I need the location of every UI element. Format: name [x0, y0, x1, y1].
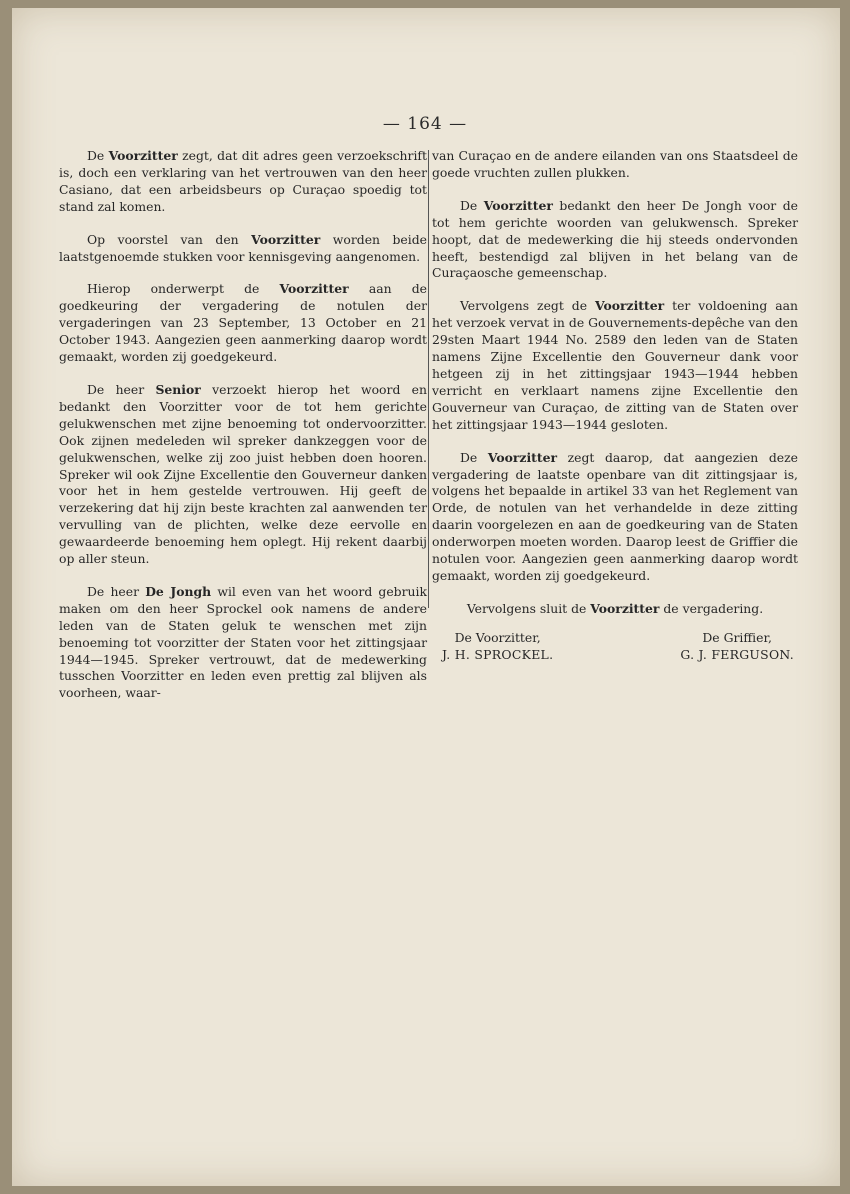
paragraph: De heer De Jongh wil even van het woord gebruik maken om den heer Sprockel ook namens de andere leden van de Staten geluk te wenschen met zijn benoeming tot voorzitter der Staten voor het zittingsjaar 1944—1945. Spreker vertrouwt, dat de medewerking tusschen Voorzitter en leden even prettig zal blijven als voorheen, waar- [59, 583, 427, 701]
signature-title: De Griffier, [702, 629, 772, 645]
signature-name: J. H. SPROCKEL. [442, 646, 554, 662]
closing-paragraph: Vervolgens sluit de Voorzitter de vergadering. [466, 600, 764, 616]
page-number: — 164 — [382, 114, 468, 134]
paragraph: van Curaçao en de andere eilanden van ons Staatsdeel de goede vruchten zullen plukken. [432, 148, 798, 180]
signature-voorzitter [442, 630, 553, 664]
paragraph: De Voorzitter zegt, dat dit adres geen verzoekschrift is, doch een verklaring van het vertrouwen van den heer Casiano, dat een arbeidsbeurs op Curaçao spoedig tot stand zal komen. [59, 148, 427, 214]
paragraph: De Voorzitter bedankt den heer De Jongh voor de tot hem gerichte woorden van gelukwensch. Spreker hoopt, dat de medewerking die hij steeds ondervonden heeft, bestendigd zal blijven in het belang van de Curaçaosche gemeenschap. [432, 197, 798, 281]
paragraph: Vervolgens zegt de Voorzitter ter voldoening aan het verzoek vervat in de Gouvernements-depêche van den 29sten Maart 1944 No. 2589 den leden van de Staten namens Zijne Excellentie den Gouverneur dank voor hetgeen zij in het zittingsjaar 1943—1944 hebben verricht en verklaart namens zijne Excellentie den Gouverneur van Curaçao, de zitting van de Staten over het zittingsjaar 1943—1944 gesloten. [432, 298, 798, 432]
column-divider [428, 150, 429, 608]
paragraph: Op voorstel van den Voorzitter worden beide laatstgenoemde stukken voor kennisgeving aangenomen. [59, 231, 427, 264]
paragraph: De Voorzitter zegt daarop, dat aangezien deze vergadering de laatste openbare van dit zittingsjaar is, volgens het bepaalde in artikel 33 van het Reglement van Orde, de notulen van het verhandelde in deze zitting daarin voorgelezen en aan de goedkeuring van de Staten onderworpen moeten worden. Daarop leest de Griffier die notulen voor. Aangezien geen aanmerking daarop wordt gemaakt, worden zij goedgekeurd. [432, 449, 798, 583]
signature-name: G. J. FERGUSON. [680, 646, 794, 662]
signature-title: De Voorzitter, [454, 629, 541, 645]
left-column [59, 148, 427, 718]
signature-griffier [680, 630, 794, 664]
right-column [432, 148, 798, 664]
paragraph: De heer Senior verzoekt hierop het woord en bedankt den Voorzitter voor de tot hem gerichte gelukwenschen met zijne benoeming tot ondervoorzitter. Ook zijnen medeleden wil spreker dankzeggen voor de gelukwenschen, welke zij zoo juist hebben doen hooren. Spreker wil ook Zijne Excellentie den Gouverneur danken voor het in hem gestelde vertrouwen. Hij geeft de verzekering dat hij zijn beste krachten zal aanwenden ter vervulling van de plichten, welke deze eervolle en gewaardeerde benoeming hem oplegt. Hij rekent daarbij op aller steun. [59, 381, 427, 567]
signature-block [432, 630, 798, 664]
paragraph: Hierop onderwerpt de Voorzitter aan de goedkeuring der vergadering de notulen der vergaderingen van 23 September, 13 October en 21 October 1943. Aangezien geen aanmerking daarop wordt gemaakt, worden zij goedgekeurd. [59, 281, 427, 365]
